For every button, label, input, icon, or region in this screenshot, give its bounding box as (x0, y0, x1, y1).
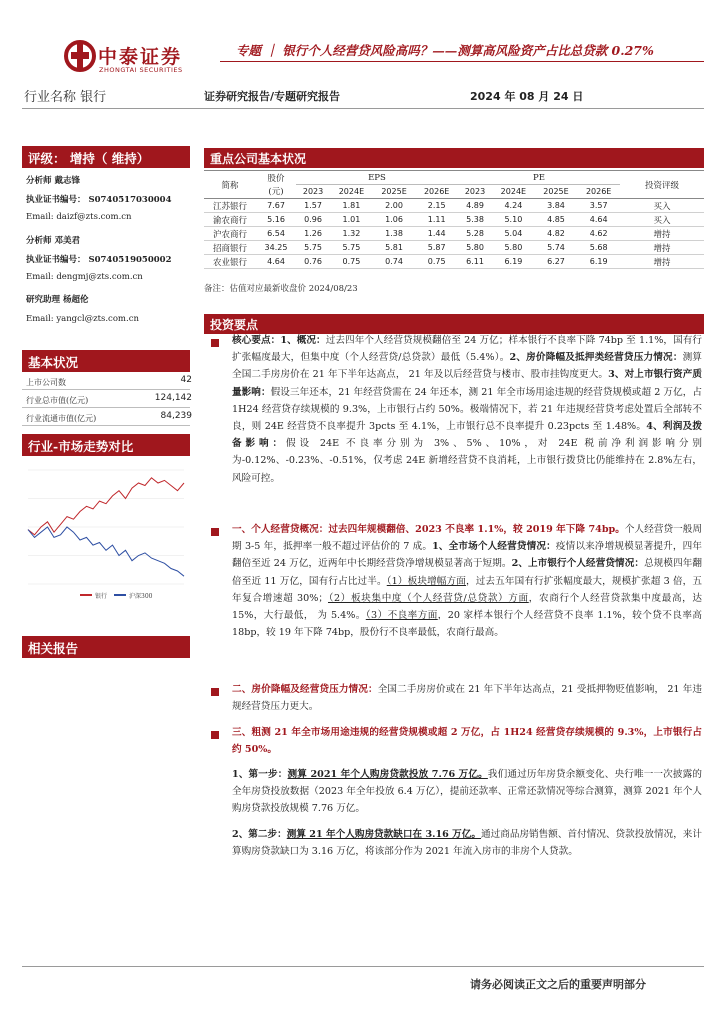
analyst2-cert: 执业证书编号： S0740519050002 (26, 255, 172, 265)
related-reports-bar: 相关报告 (22, 636, 190, 658)
stat-divider (22, 407, 190, 408)
stat-label: 上市公司数 (26, 378, 66, 387)
stat-divider (22, 389, 190, 390)
year: 2025E (381, 187, 407, 196)
pe: 5.04 (492, 227, 535, 241)
analyst2-name: 分析师 邓美君 (26, 236, 80, 246)
eps: 1.32 (330, 227, 373, 241)
eps: 1.06 (373, 213, 416, 227)
eps: 0.75 (330, 255, 373, 269)
company-name: 招商银行 (204, 241, 256, 255)
overview-paragraph: 一、个人经营贷概况：过去四年规模翻倍、2023 不良率 1.1%，较 2019 年下降 74bp。个人经营贷一般周期 3-5 年，抵押率一般不超过评估价的 7 成。1、全市场个人经营贷情况：疫情以来净增规模显著提升，四年翻倍至近 24 万亿，近两年中长期经营贷净增规模显著高于短期。2、上市银行个人经营贷情况：总规模四年翻倍至近 11 万亿，国有行占比过半。（1）板块增幅方面，过去五年国有行扩张幅度最大，规模扩张超 3 倍，五年复合增速超 30%；（2）板块集中度（个人经营贷/总贷款）方面，农商行个人经营贷款集中度最高，达 15%，大行最低， 为 5.4%。（3）不良率方面，20 家样本银行个人经营贷不良率 1.1%，较个贷不良率高 18bp，较 19 年下降 74bp，股份行不良率最低，农商行最高。 (232, 524, 703, 639)
rating-bar: 评级： 增持（ 维持） (22, 146, 190, 168)
header-divider (22, 108, 704, 109)
year: 2026E (423, 187, 450, 196)
price: 7.67 (256, 199, 296, 213)
eps: 1.44 (415, 227, 458, 241)
series-line-index (28, 527, 184, 576)
eps: 1.11 (415, 213, 458, 227)
eps: 5.75 (296, 241, 330, 255)
eps: 2.00 (373, 199, 416, 213)
pe: 5.10 (492, 213, 535, 227)
pe: 4.85 (535, 213, 578, 227)
report-type: 证券研究报告/专题研究报告 (204, 90, 341, 103)
estimate-paragraph: 三、粗测 21 年全市场用途违规的经营贷规模或超 2 万亿，占 1H24 经营贷存续规模的 9.3%，上市银行占约 50%。 (232, 727, 702, 756)
trend-bar: 行业-市场走势对比 (22, 434, 190, 456)
logo-name: 中泰证券 (98, 46, 183, 68)
price: 5.16 (256, 213, 296, 227)
stat-value: 42 (180, 375, 192, 385)
analyst1-name: 分析师 戴志锋 (26, 176, 80, 186)
eps: 1.57 (296, 199, 330, 213)
pe: 5.74 (535, 241, 578, 255)
report-title: 专题 ｜ 银行个人经营贷风险高吗？——测算高风险资产占比总贷款 0.27% (236, 43, 654, 58)
col-price: 股价 (267, 173, 285, 184)
series-line-bank (28, 478, 184, 535)
eps: 0.96 (296, 213, 330, 227)
trend-chart (22, 462, 190, 612)
eps: 1.81 (330, 199, 373, 213)
pe: 4.64 (577, 213, 620, 227)
col-name: 简称 (204, 171, 256, 199)
house-price-paragraph: 二、房价降幅及经营贷压力情况：全国二手房房价或在 21 年下半年达高点，21 受抵押物贬值影响， 21 年违规经营贷压力更大。 (232, 684, 703, 713)
bullet-icon (211, 688, 219, 696)
pe: 4.89 (458, 199, 492, 213)
legend-swatch-bank (80, 594, 92, 596)
company-name: 渝农商行 (204, 213, 256, 227)
rating: 增持 (620, 255, 704, 269)
company-table (204, 170, 704, 269)
stat-value: 84,239 (160, 411, 192, 421)
table-row (204, 241, 704, 255)
analyst1-email[interactable]: Email: daizf@zts.com.cn (26, 212, 132, 222)
eps: 2.15 (415, 199, 458, 213)
pe: 6.27 (535, 255, 578, 269)
assistant-name: 研究助理 杨超伦 (26, 295, 89, 305)
stat-label: 行业流通市值(亿元) (26, 414, 97, 423)
col-price-unit: (元) (268, 187, 284, 198)
eps: 5.87 (415, 241, 458, 255)
assistant-email[interactable]: Email: yangcl@zts.com.cn (26, 314, 139, 324)
pe: 4.24 (492, 199, 535, 213)
pe: 5.28 (458, 227, 492, 241)
col-eps: EPS (296, 171, 458, 185)
logo-en: ZHONGTAI SECURITIES (99, 66, 183, 74)
eps: 0.75 (415, 255, 458, 269)
pe: 3.84 (535, 199, 578, 213)
price: 6.54 (256, 227, 296, 241)
year: 2023 (464, 187, 486, 196)
eps: 5.75 (330, 241, 373, 255)
year: 2023 (302, 187, 324, 196)
bullet-icon (211, 731, 219, 739)
company-name: 江苏银行 (204, 199, 256, 213)
points-section-bar: 投资要点 (204, 314, 704, 334)
table-note: 备注：估值对应最新收盘价 2024/08/23 (204, 284, 358, 294)
legend-label-index: 沪深300 (129, 593, 153, 600)
eps: 0.76 (296, 255, 330, 269)
basic-status-bar: 基本状况 (22, 350, 190, 372)
table-row (204, 227, 704, 241)
analyst1-cert: 执业证书编号： S0740517030004 (26, 195, 172, 205)
eps: 1.26 (296, 227, 330, 241)
legend-label-bank: 银行 (95, 593, 108, 600)
col-pe: PE (458, 171, 620, 185)
eps: 1.38 (373, 227, 416, 241)
pe: 5.80 (492, 241, 535, 255)
pe: 4.82 (535, 227, 578, 241)
company-section-bar: 重点公司基本状况 (204, 148, 704, 168)
bullet-icon (211, 528, 219, 536)
logo-icon (64, 40, 96, 72)
price: 34.25 (256, 241, 296, 255)
legend-swatch-index (114, 594, 126, 596)
sector-name: 行业名称 银行 (24, 90, 107, 105)
report-date: 2024 年 08 月 24 日 (470, 90, 584, 103)
rating: 买入 (620, 199, 704, 213)
footer-divider (22, 966, 704, 967)
table-row (204, 199, 704, 213)
pe: 6.19 (577, 255, 620, 269)
pe: 3.57 (577, 199, 620, 213)
eps: 0.74 (373, 255, 416, 269)
rating: 增持 (620, 241, 704, 255)
rating: 买入 (620, 213, 704, 227)
table-row (204, 213, 704, 227)
eps: 1.01 (330, 213, 373, 227)
year: 2024E (338, 187, 365, 196)
pe: 6.19 (492, 255, 535, 269)
rating: 增持 (620, 227, 704, 241)
bullet-icon (211, 339, 219, 347)
step1-paragraph: 1、第一步：测算 2021 年个人购房贷款投放 7.76 万亿。我们通过历年房贷余额变化、央行唯一一次披露的全年房贷投放数据（2023 年全年投放 6.4 万亿），提前还款率、正常还款情况等综合测算，测算 2021 年个人购房贷款投放规模 7.76 万亿。 (232, 769, 702, 815)
pe: 6.11 (458, 255, 492, 269)
pe: 5.38 (458, 213, 492, 227)
company-name: 农业银行 (204, 255, 256, 269)
price: 4.64 (256, 255, 296, 269)
eps: 5.81 (373, 241, 416, 255)
stat-label: 行业总市值(亿元) (26, 396, 89, 405)
pe: 5.80 (458, 241, 492, 255)
year: 2026E (585, 187, 612, 196)
stat-value: 124,142 (154, 393, 192, 403)
col-rating: 投资评级 (620, 171, 704, 199)
table-row (204, 255, 704, 269)
footer-disclaimer: 请务必阅读正文之后的重要声明部分 (470, 978, 646, 991)
pe: 5.68 (577, 241, 620, 255)
year: 2025E (543, 187, 569, 196)
analyst2-email[interactable]: Email: dengmj@zts.com.cn (26, 272, 143, 282)
company-name: 沪农商行 (204, 227, 256, 241)
year: 2024E (500, 187, 527, 196)
step2-paragraph: 2、第二步：测算 21 年个人购房贷款缺口在 3.16 万亿。通过商品房销售额、首付情况、贷款投放情况，来计算购房贷款缺口为 3.16 万亿，将该部分作为 2021 年流入房市的非房个人贷款。 (232, 829, 703, 858)
title-rule (220, 61, 704, 62)
stat-divider (22, 425, 190, 426)
pe: 4.62 (577, 227, 620, 241)
core-points-paragraph: 核心要点：1、概况：过去四年个人经营贷规模翻倍至 24 万亿；样本银行不良率下降 74bp 至 1.1%，国有行扩张幅度最大，但集中度（个人经营贷/总贷款）最低（5.4%）。2、房价降幅及抵押类经营贷压力情况：测算全国二手房房价在 21 年下半年达高点， 21 年及以后经营贷与楼市、股市挂钩度更大。3、对上市银行资产质量影响：假设三年还本，21 年经营贷需在 24 年还本，测 21 年全市场用途违规的经营贷规模或超 2 万亿，占 1H24 经营贷存续规模的 9.3%，上市银行占约 50%。极端情况下，若 21 年违规经营贷考虑处置后全部转不良，则 24E 经营贷不良率提升 3pcts 至 4.1%，上市银行总不良率提升 0.23pcts 至 1.48%。4、利润及拨备影响：假设 24E 不良率分别为 3%、5%、10%，对 24E 税前净利润影响分别为-0.12%、-0.23%、-0.51%，仅考虑 24E 新增经营贷不良消耗，上市银行拨贷比仍能维持在 2.8%左右，风险可控。 (232, 335, 702, 484)
table-header-row (204, 171, 704, 185)
